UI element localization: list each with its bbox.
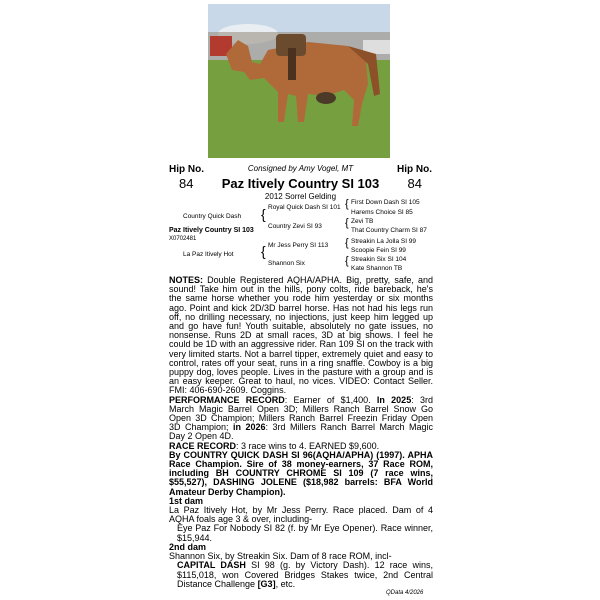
performance-text-2: : 3rd March Magic Barrel Open 3D; Millers Ranch Barrel Snow Go Open 3D Champion; Millers Ranch Barrel Freezin Friday Open 3D Champion; bbox=[169, 394, 433, 433]
pedigree-g2: Harems Choice SI 85 bbox=[351, 209, 413, 216]
pedigree-sire-sire: Royal Quick Dash SI 101 bbox=[268, 204, 341, 211]
pedigree-dam: La Paz Itively Hot bbox=[183, 251, 234, 258]
hip-number-right: 84 bbox=[407, 176, 422, 191]
pedigree-g6: Scoopie Fein SI 99 bbox=[351, 247, 406, 254]
g-brace-4: { bbox=[345, 255, 349, 267]
first-dam-text: La Paz Itively Hot, by Mr Jess Perry. Race placed. Dam of 4 AQHA foals age 3 & over, including- bbox=[169, 505, 433, 525]
capital-dash-text: SI 98 (g. by Victory Dash). 12 race wins, $115,018, won Covered Bridges Stakes twice, 2nd Central Distance Challenge bbox=[177, 560, 434, 589]
pedigree-sire: Country Quick Dash bbox=[183, 213, 242, 220]
first-dam-heading: 1st dam bbox=[169, 495, 204, 506]
g-brace-3: { bbox=[345, 237, 349, 249]
pedigree-g8: Kate Shannon TB bbox=[351, 265, 403, 272]
performance-paragraph bbox=[169, 396, 433, 442]
performance-year-2025: In 2025 bbox=[376, 394, 412, 405]
race-label: RACE RECORD bbox=[169, 440, 237, 451]
pedigree-g4: That Country Charm SI 87 bbox=[351, 227, 427, 234]
pedigree-g1: First Down Dash SI 105 bbox=[351, 199, 420, 206]
pedigree-g5: Streakin La Jolla SI 99 bbox=[351, 238, 417, 245]
horse-description: 2012 Sorrel Gelding bbox=[264, 192, 337, 201]
listing-header bbox=[169, 164, 432, 176]
name-row bbox=[169, 176, 432, 192]
catalog-notes bbox=[169, 276, 433, 589]
dam-brace: { bbox=[261, 243, 266, 259]
performance-text-3: : 3rd Millers Ranch Barrel March Magic Day 2 Open 4D. bbox=[169, 422, 434, 442]
horse-photo bbox=[208, 4, 390, 158]
horse-name: Paz Itively Country SI 103 bbox=[221, 176, 380, 191]
sire-brace: { bbox=[261, 206, 266, 222]
capital-dash-tail: , etc. bbox=[275, 578, 296, 589]
g-brace-1: { bbox=[345, 198, 349, 210]
horse-photo-illustration bbox=[208, 4, 390, 158]
pedigree-dam-sire: Mr Jess Perry SI 113 bbox=[268, 242, 329, 249]
hip-label-left: Hip No. bbox=[169, 164, 204, 175]
registration-number: X0702481 bbox=[169, 236, 197, 242]
g-brace-2: { bbox=[345, 217, 349, 229]
pedigree-g3: Zevi TB bbox=[351, 218, 374, 225]
performance-label: PERFORMANCE RECORD bbox=[169, 394, 285, 405]
notes-label: NOTES: bbox=[169, 275, 204, 285]
pedigree-g7: Streakin Six SI 104 bbox=[351, 256, 407, 263]
second-dam-text: Shannon Six, by Streakin Six. Dam of 8 race ROM, incl- bbox=[169, 551, 392, 562]
hip-number-left: 84 bbox=[179, 176, 194, 191]
pedigree-subject: Paz Itively Country SI 103 bbox=[169, 227, 254, 234]
race-text: : 3 race wins to 4. EARNED $9,600. bbox=[236, 440, 380, 451]
notes-paragraph bbox=[169, 276, 433, 396]
second-dam-heading: 2nd dam bbox=[169, 541, 207, 552]
notes-text: Double Registered AQHA/APHA. Big, pretty, safe, and sound! Take him out in the hills, pony colts, ride bareback, he's the same horse whether you rode him yesterday or six months ago. Point and kick 2D/3D barrel horse. Has not had his legs run off, no drilling necessary, no injections, just keep him legged up and go have fun! Youth suitable, absolutely no gate issues, no nonsense. Runs 2D at small races, 3D at big shows. I feel he could be 1D with an aggressive rider. Ran 109 SI on the track with very limited starts. Not a barrel tipper, extremely quiet and easy to control, rates off your seat, runs in a ring snaffle. Cowboy is a big puppy dog, loves people. Lives in the pasture with a group and is an easy keeper. Great to haul, no vices. VIDEO: Contact Seller. FMI: 406-690-2609. Coggins. bbox=[169, 275, 433, 396]
pedigree-dam-dam: Shannon Six bbox=[268, 260, 305, 267]
capital-dash-name: CAPITAL DASH bbox=[177, 560, 246, 571]
sire-summary: By COUNTRY QUICK DASH SI 96(AQHA/APHA) (1997). APHA Race Champion. Sire of 38 money-earners, 37 Race ROM, including BH COUNTRY CHROME SI 109 (7 race wins, $55,527), DASHING JOLENE ($18,982 barrels: BFA World Amateur Derby Champion). bbox=[169, 449, 433, 497]
grade-label: [G3] bbox=[257, 578, 276, 589]
hip-label-right: Hip No. bbox=[397, 164, 432, 175]
pedigree-sire-dam: Country Zevi SI 93 bbox=[268, 223, 322, 230]
consignor-line: Consigned by Amy Vogel, MT bbox=[247, 164, 354, 173]
performance-year-2026: in 2026 bbox=[233, 422, 266, 433]
first-dam-produce: Eye Paz For Nobody SI 82 (f. by Mr Eye Opener). Race winner, $15,944. bbox=[177, 523, 433, 543]
performance-text-1: : Earner of $1,400. bbox=[284, 394, 377, 405]
qdata-footer: QData 4/2026 bbox=[386, 590, 424, 596]
second-dam-produce bbox=[169, 561, 433, 589]
